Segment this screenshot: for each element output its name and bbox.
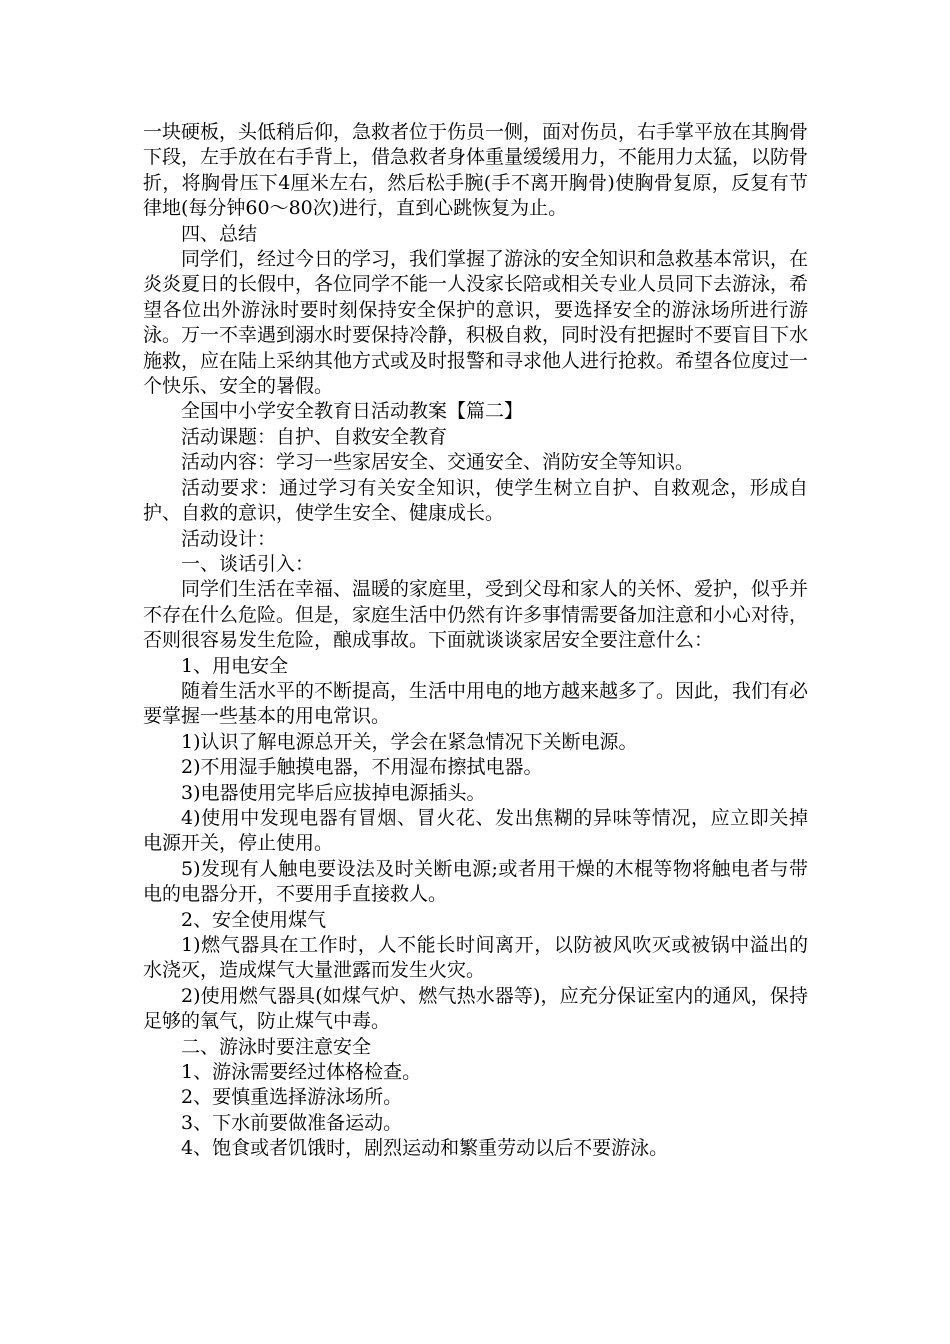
list-item-electrical-4: 4)使用中发现电器有冒烟、冒火花、发出焦糊的异味等情况，应立即关掉电源开关，停止使用。 [143,806,808,855]
paragraph-electrical-intro: 随着生活水平的不断提高，生活中用电的地方越来越多了。因此，我们有必要掌握一些基本的用电常识。 [143,679,809,728]
list-item-electrical-2: 2)不用湿手触摸电器，不用湿布擦拭电器。 [181,756,543,779]
list-item-gas-2: 2)使用燃气器具(如煤气炉、燃气热水器等)，应充分保证室内的通风，保持足够的氧气，防止煤气中毒。 [143,984,808,1033]
list-item-swimming-1: 1、游泳需要经过体格检查。 [181,1061,422,1084]
list-item-electrical-3: 3)电器使用完毕后应拔掉电源插头。 [181,781,486,804]
list-item-electrical-5: 5)发现有人触电要设法及时关断电源;或者用干燥的木棍等物将触电者与带电的电器分开，不要用手直接救人。 [143,857,808,906]
document-page [143,120,808,1162]
paragraph-activity-design: 活动设计： [181,527,277,550]
heading-gas-safety: 2、安全使用煤气 [181,908,327,931]
paragraph-cpr-continuation: 一块硬板，头低稍后仰，急救者位于伤员一侧，面对伤员，右手掌平放在其胸骨下段，左手放在右手背上，借急救者身体重量缓缓用力，不能用力太猛，以防骨折，将胸骨压下4厘米左右，然后松手腕(手不离开胸骨)使胸骨复原，反复有节律地(每分钟60～80次)进行，直到心跳恢复为止。 [143,121,809,220]
paragraph-activity-requirements: 活动要求：通过学习有关安全知识，使学生树立自护、自救观念，形成自护、自救的意识，使学生安全、健康成长。 [143,476,808,525]
paragraph-summary: 同学们，经过今日的学习，我们掌握了游泳的安全知识和急救基本常识，在炎炎夏日的长假中，各位同学不能一人没家长陪或相关专业人员同下去游泳，希望各位出外游泳时要时刻保持安全保护的意识，要选择安全的游泳场所进行游泳。万一不幸遇到溺水时要保持冷静，积极自救，同时没有把握时不要盲目下水施救，应在陆上采纳其他方式或及时报警和寻求他人进行抢救。希望各位度过一个快乐、安全的暑假。 [143,248,809,398]
heading-swimming-safety: 二、游泳时要注意安全 [181,1035,372,1058]
paragraph-introduction: 同学们生活在幸福、温暖的家庭里，受到父母和家人的关怀、爱护，似乎并不存在什么危险。但是，家庭生活中仍然有许多事情需要备加注意和小心对待，否则很容易发生危险，酿成事故。下面就谈谈家居安全要注意什么： [143,578,809,652]
list-item-electrical-1: 1)认识了解电源总开关，学会在紧急情况下关断电源。 [181,730,638,753]
paragraph-activity-topic: 活动课题：自护、自救安全教育 [181,425,448,448]
section-title-part-two: 全国中小学安全教育日活动教案【篇二】 [181,400,524,423]
list-item-gas-1: 1)燃气器具在工作时，人不能长时间离开，以防被风吹灭或被锅中溢出的水浇灭，造成煤气大量泄露而发生火灾。 [143,934,808,982]
list-item-swimming-4: 4、饱食或者饥饿时，剧烈运动和繁重劳动以后不要游泳。 [181,1137,669,1160]
heading-introduction: 一、谈话引入： [181,552,315,575]
paragraph-activity-content: 活动内容：学习一些家居安全、交通安全、消防安全等知识。 [181,451,695,474]
heading-electrical-safety: 1、用电安全 [181,654,289,677]
list-item-swimming-3: 3、下水前要做准备运动。 [181,1111,403,1134]
list-item-swimming-2: 2、要慎重选择游泳场所。 [181,1086,403,1109]
heading-summary: 四、总结 [181,222,258,245]
